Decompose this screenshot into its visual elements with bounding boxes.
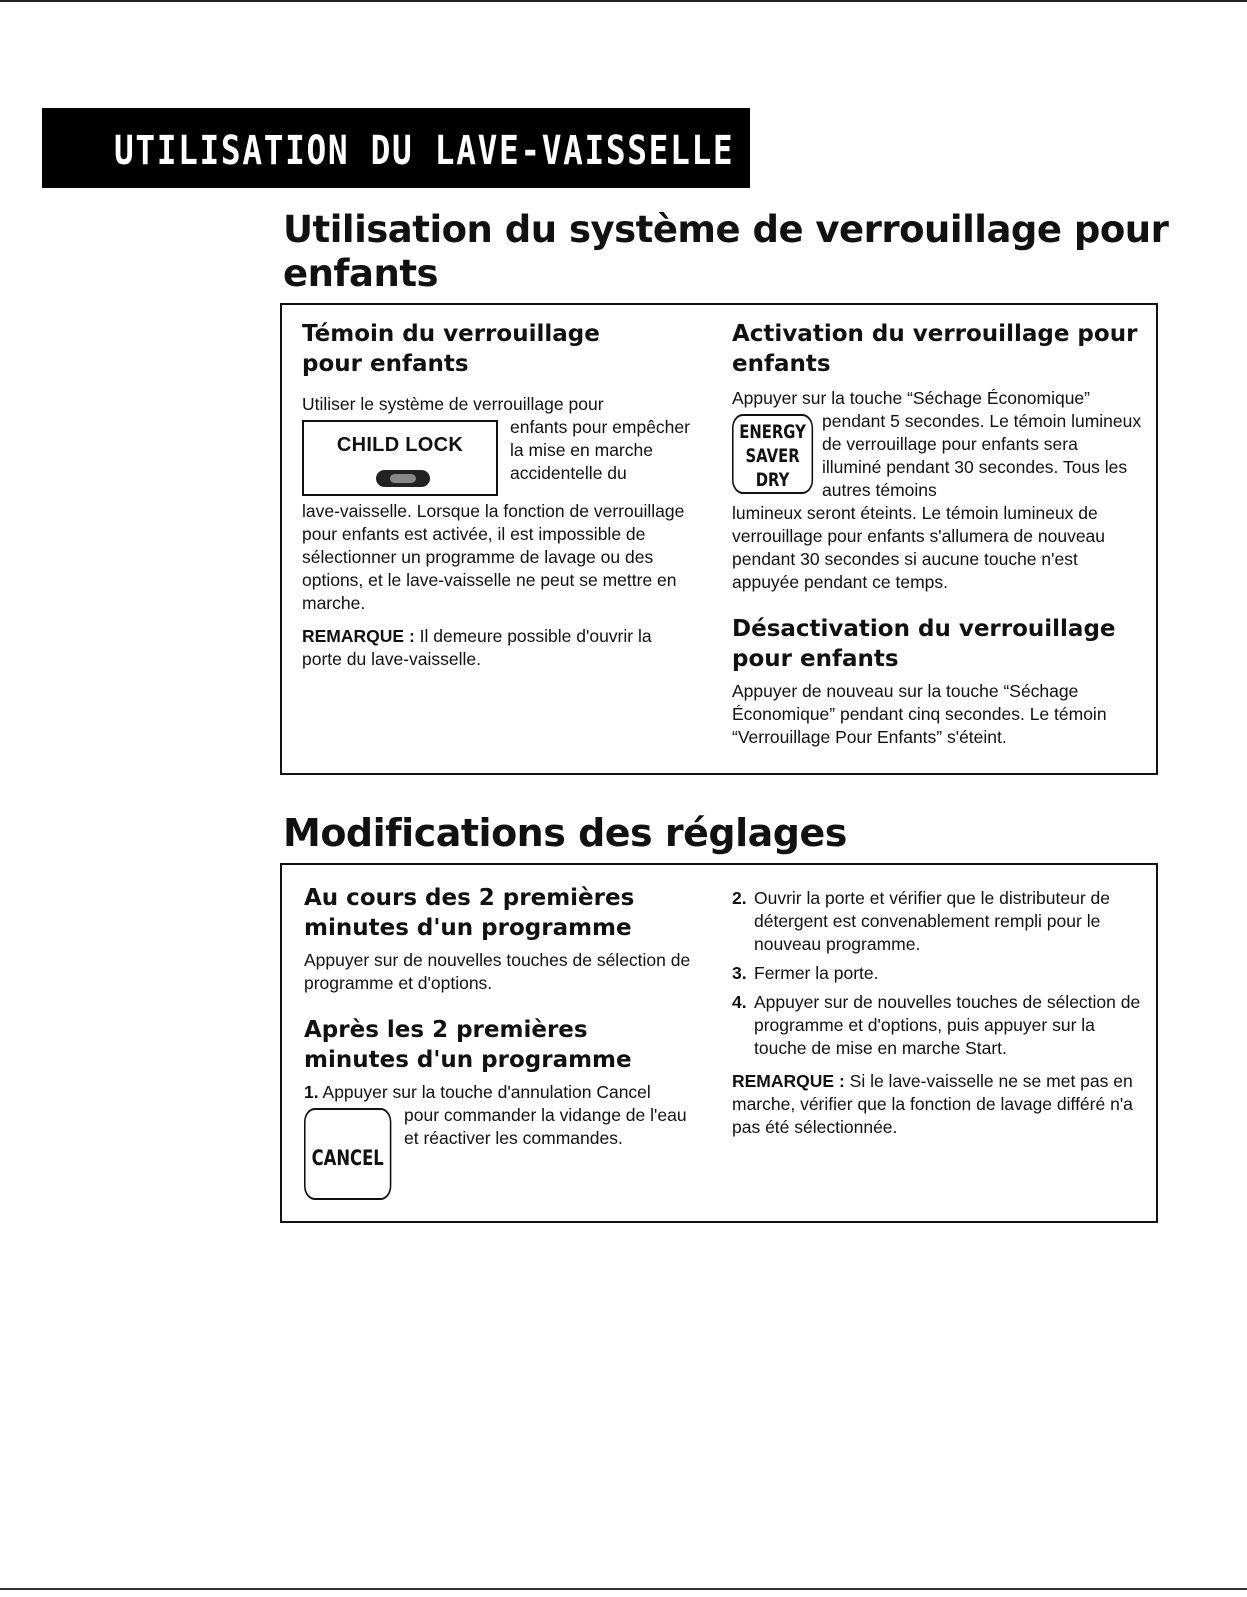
top-rule	[0, 0, 1247, 2]
first-minutes-body: Appuyer sur de nouvelles touches de sélection de programme et d'options.	[304, 950, 691, 993]
first-minutes-heading: Au cours des 2 premières minutes d'un programme	[304, 885, 635, 941]
activation-wrap-text: pendant 5 secondes. Le témoin lumineux de verrouillage pour enfants sera illuminé pendant 30 secondes. Tous les autres témoins	[822, 411, 1142, 500]
energy-key-line-3: DRY	[755, 469, 790, 491]
settings-section-title: Modifications des réglages	[283, 811, 847, 855]
list-item	[732, 962, 1142, 985]
step-1-intro: Appuyer sur la touche d'annulation Cancel	[322, 1082, 651, 1102]
indicator-wrap-text: enfants pour empêcher la mise en marche accidentelle du	[510, 417, 690, 483]
indicator-note	[302, 625, 694, 671]
note-label: REMARQUE :	[732, 1071, 845, 1091]
settings-panel	[280, 863, 1158, 1223]
step-text: Ouvrir la porte et vérifier que le distributeur de détergent est convenablement rempli pour le nouveau programme.	[754, 888, 1110, 954]
cancel-key-icon	[304, 1108, 391, 1200]
indicator-column	[302, 319, 694, 671]
indicator-light-icon	[376, 470, 430, 487]
activation-column	[732, 319, 1142, 749]
energy-key-line-2: SAVER	[745, 445, 800, 467]
steps-list	[732, 887, 1142, 1060]
child-lock-label: CHILD LOCK	[336, 434, 464, 456]
child-lock-panel	[280, 303, 1158, 775]
indicator-heading: Témoin du verrouillage pour enfants	[302, 321, 600, 377]
child-lock-indicator-illustration	[302, 420, 498, 496]
section-banner	[42, 108, 750, 188]
step-number: 3.	[732, 963, 747, 983]
activation-body: lumineux seront éteints. Le témoin lumineux de verrouillage pour enfants s'allumera de nouveau pendant 30 secondes si aucune touche n'est appuyée pendant ce temps.	[732, 503, 1106, 592]
list-item	[732, 991, 1142, 1060]
settings-right-column	[732, 887, 1142, 1139]
note-text: Si le lave-vaisselle ne se met pas en marche, vérifier que la fonction de lavage différé n'a pas été sélectionnée.	[732, 1071, 1133, 1137]
cancel-key-label: CANCEL	[311, 1146, 384, 1170]
banner-title: UTILISATION DU LAVE-VAISSELLE	[114, 128, 735, 174]
step-number: 2.	[732, 888, 747, 908]
list-item	[732, 887, 1142, 956]
note-text: Il demeure possible d'ouvrir la porte du lave-vaisselle.	[302, 626, 652, 669]
deactivation-heading: Désactivation du verrouillage pour enfants	[732, 616, 1116, 672]
after-minutes-heading: Après les 2 premières minutes d'un programme	[304, 1017, 632, 1073]
indicator-intro: Utiliser le système de verrouillage pour	[302, 394, 604, 414]
activation-heading: Activation du verrouillage pour enfants	[732, 321, 1138, 377]
energy-key-line-1: ENERGY	[739, 421, 806, 443]
note-label: REMARQUE :	[302, 626, 415, 646]
settings-note	[732, 1070, 1142, 1139]
activation-intro: Appuyer sur la touche “Séchage Économique”	[732, 388, 1090, 408]
step-1-wrap-text: pour commander la vidange de l'eau et réactiver les commandes.	[404, 1105, 687, 1148]
step-text: Appuyer sur de nouvelles touches de sélection de programme et d'options, puis appuyer sur la touche de mise en marche Start.	[754, 992, 1141, 1058]
step-number: 1.	[304, 1082, 319, 1102]
step-1	[304, 1081, 704, 1104]
deactivation-body: Appuyer de nouveau sur la touche “Séchage Économique” pendant cinq secondes. Le témoin “Verrouillage Pour Enfants” s'éteint.	[732, 681, 1107, 747]
step-number: 4.	[732, 992, 747, 1012]
settings-left-column	[304, 883, 704, 1200]
step-text: Fermer la porte.	[754, 963, 879, 983]
indicator-body: lave-vaisselle. Lorsque la fonction de verrouillage pour enfants est activée, il est impossible de sélectionner un programme de lavage ou des options, et le lave-vaisselle ne peut se mettre en marche.	[302, 501, 685, 613]
bottom-rule	[0, 1588, 1247, 1590]
child-lock-section-title: Utilisation du système de verrouillage pour enfants	[283, 208, 1169, 295]
energy-saver-dry-key-icon	[732, 414, 813, 494]
